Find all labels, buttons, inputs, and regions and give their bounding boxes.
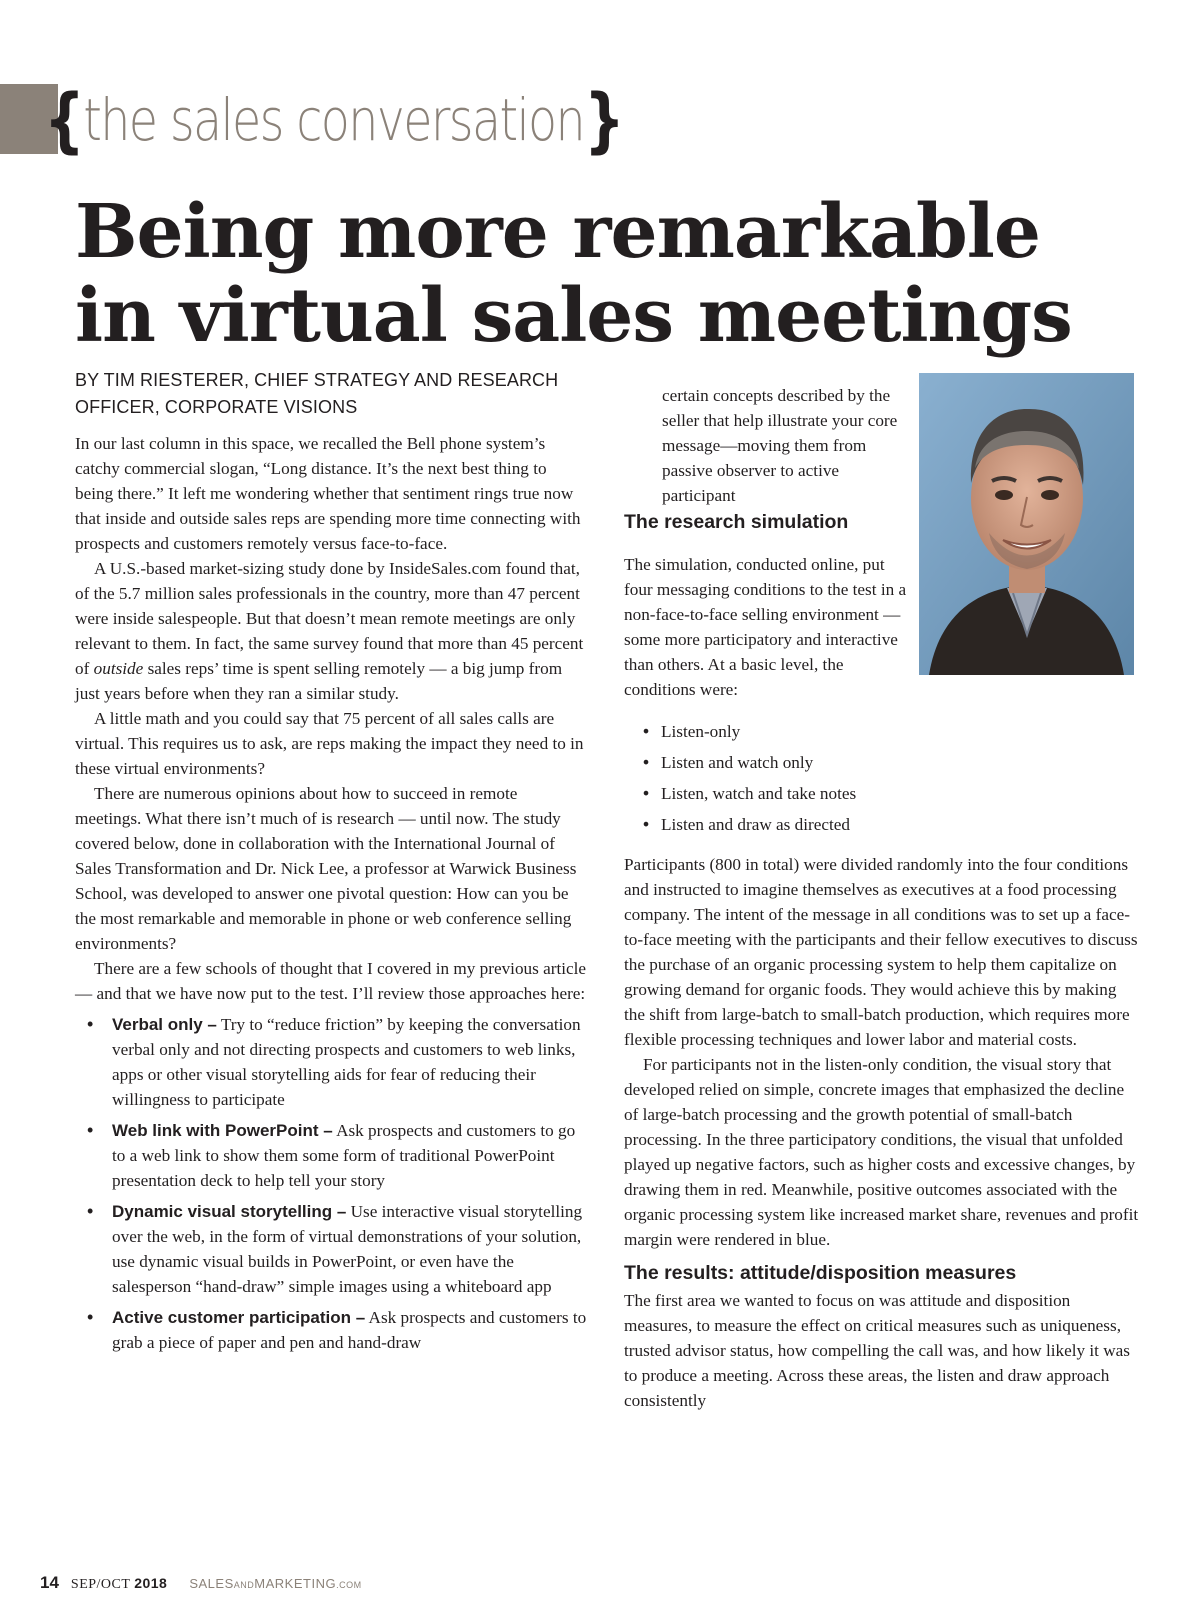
approach-text: Use interactive visual storytelling over the web, in the form of virtual demonstrations of your solution, use dynamic visual builds in PowerPoint, or even have the salesperson “hand-draw” simple images using a whiteboard app: [112, 1202, 583, 1296]
approach-text: Ask prospects and customers to grab a piece of paper and pen and hand-draw: [112, 1308, 587, 1352]
list-item: [624, 750, 909, 775]
paragraph: The simulation, conducted online, put four messaging conditions to the test in a non-face-to-face selling environment — some more participatory and interactive than others. At a basic level, the conditions were:: [624, 555, 907, 700]
list-item: [75, 1118, 587, 1193]
conditions-list: [624, 719, 909, 837]
bullet-dot: •: [643, 721, 650, 742]
paragraph: There are numerous opinions about how to succeed in remote meetings. What there isn’t much of is research — until now. The study covered below, done in collaboration with the International Journal of Sales Transformation and Dr. Nick Lee, a professor at Warwick Business School, was developed to answer one pivotal question: How can you be the most remarkable and memorable in phone or web conference selling environments?: [75, 784, 577, 953]
paragraph: A U.S.-based market-sizing study done by InsideSales.com found that, of the 5.7 million sales professionals in the country, more than 47 percent were inside salespeople. But that doesn’t mean remote meetings are only relevant to them. In fact, the same survey found that more than 45 percent of outside sales reps’ time is spent selling remotely — a big jump from just years before when they ran a similar study.: [75, 559, 584, 703]
approach-term: Web link with PowerPoint –: [112, 1121, 333, 1140]
issue-date: SEP/OCT 2018: [70, 1575, 168, 1592]
paragraph: For participants not in the listen-only condition, the visual story that developed relied on simple, concrete images that emphasized the decline of large-batch processing and the growth potential of small-batch processing. In the three participatory conditions, the visual that unfolded played up negative factors, such as higher costs and excessive changes, by drawing them in red. Meanwhile, positive outcomes associated with the organic processing system like increased market share, revenues and profit margin were rendered in blue.: [624, 1055, 1139, 1249]
approach-term: Dynamic visual storytelling –: [112, 1202, 347, 1221]
page-number: 14: [40, 1573, 59, 1592]
condition-text: Listen and draw as directed: [661, 815, 850, 835]
research-heading: The research simulation: [624, 511, 849, 533]
section-label-text: the sales conversation: [83, 86, 584, 154]
continued-text: [662, 366, 907, 525]
paragraph: There are a few schools of thought that I covered in my previous article — and that we have now put to the test. I’ll review those approaches here:: [75, 959, 587, 1003]
bullet-dot: •: [87, 1120, 94, 1140]
paragraph: In our last column in this space, we recalled the Bell phone system’s catchy commercial slogan, “Long distance. It’s the next best thing to being there.” It left me wondering whether that sentiment rings true now that inside and outside sales reps are spending more time connecting with prospects and customers remotely versus face-to-face.: [75, 434, 581, 553]
byline: BY TIM RIESTERER, CHIEF STRATEGY AND RESEARCH OFFICER, CORPORATE VISIONS: [75, 370, 559, 417]
right-column: [624, 852, 1139, 1413]
bullet-dot: •: [643, 752, 650, 773]
approach-term: Active customer participation –: [112, 1308, 366, 1327]
headline-line-2: in virtual sales meetings: [75, 273, 1072, 359]
approaches-list: [75, 1012, 587, 1355]
list-item: [75, 1012, 587, 1112]
paragraph: Participants (800 in total) were divided randomly into the four conditions and instructed to imagine themselves as executives at a food processing company. The intent of the message in all conditions was to set up a face-to-face meeting with the participants and their fellow executives to discuss the purchase of an organic processing system to help them capitalize on growing demand for organic foods. They would achieve this by making the shift from large-batch to small-batch production, which requires more flexible processing techniques and lower labor and material costs.: [624, 855, 1138, 1049]
bullet-dot: •: [643, 814, 650, 835]
article-headline: [75, 190, 1185, 358]
results-heading: The results: attitude/disposition measures: [624, 1262, 1017, 1284]
approach-term: Verbal only –: [112, 1015, 217, 1034]
approach-text: Ask prospects and customers to go to a web link to show them some form of traditional PowerPoint presentation deck to help tell your story: [112, 1121, 576, 1190]
list-item: [75, 1305, 587, 1355]
page-footer: [40, 1573, 362, 1595]
list-item: [75, 1199, 587, 1299]
headline-line-1: Being more remarkable: [75, 189, 1040, 275]
paragraph: The first area we wanted to focus on was attitude and disposition measures, to measure the effect on critical measures such as uniqueness, trusted advisor status, how compelling the call was, and how likely it was to produce a meeting. Across these areas, the listen and draw approach consistently: [624, 1291, 1130, 1410]
author-photo: [919, 373, 1134, 675]
list-item: [624, 781, 909, 806]
left-column: [75, 431, 587, 1361]
emphasis-outside: outside: [93, 659, 144, 678]
list-item: [624, 719, 909, 744]
section-label: [44, 80, 623, 160]
bullet-dot: •: [87, 1014, 94, 1034]
bullet-dot: •: [87, 1307, 94, 1327]
condition-text: Listen, watch and take notes: [661, 784, 857, 804]
site-name: SALESANDMARKETING.COM: [189, 1576, 362, 1591]
list-item: [624, 812, 909, 837]
author-portrait-image: [919, 373, 1134, 675]
approach-text: Try to “reduce friction” by keeping the conversation verbal only and not directing prospects and customers to web links, apps or other visual storytelling aids for fear of reducing their willingness to participate: [112, 1015, 581, 1109]
section-open-brace: {: [44, 79, 84, 161]
paragraph: A little math and you could say that 75 percent of all sales calls are virtual. This requires us to ask, are reps making the impact they need to in these virtual environments?: [75, 709, 584, 778]
condition-text: Listen and watch only: [661, 753, 814, 773]
paragraph: certain concepts described by the seller that help illustrate your core message—moving them from passive observer to active participant: [662, 386, 898, 506]
section-close-brace: }: [583, 79, 624, 161]
bullet-dot: •: [643, 783, 650, 804]
bullet-dot: •: [87, 1201, 94, 1221]
research-section: [624, 509, 909, 843]
condition-text: Listen-only: [661, 722, 741, 742]
